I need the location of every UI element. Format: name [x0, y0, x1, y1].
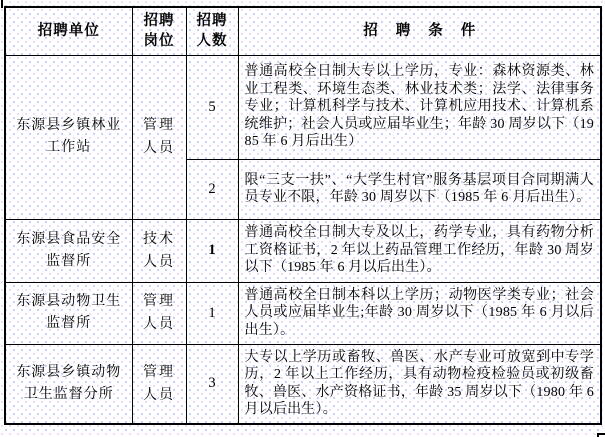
unit-cell-food-safety: 东源县食品安全监督所	[5, 219, 132, 282]
condition-cell-forestry-1: 普通高校全日制大专以上学历，专业：森林资源类、林业工程类、环境生态类、林业技术类；法学、法律事务专业；计算机科学与技术、计算机应用技术、计算机系统维护；社会人员或应届毕业生；年龄 30 周岁以下（1985 年 6 月后出生）	[238, 55, 601, 159]
scan-artifact-line	[1, 0, 3, 8]
condition-cell-animal-health: 普通高校全日制本科以上学历；动物医学类专业；社会人员或应届毕业生;年龄 30 周岁以下（1985 年 6 月以后出生）。	[238, 282, 601, 344]
count-cell-food-safety: 1	[186, 219, 238, 282]
header-row	[5, 7, 601, 55]
table-row	[5, 219, 601, 282]
header-position: 招聘岗位	[132, 7, 186, 55]
header-count: 招聘人数	[186, 7, 238, 55]
condition-cell-township-animal-health: 大专以上学历或畜牧、兽医、水产专业可放宽到中专学历，2 年以上工作经历，具有动物检疫检验员或初级畜牧、兽医、水产资格证书，年龄 35 周岁以下（1980 年 6 月以后出生）。	[238, 344, 601, 424]
condition-cell-food-safety: 普通高校全日制大专及以上，药学专业，具有药物分析工资格证书，2 年以上药品管理工作经历，年龄 30 周岁以下（1985 年 6 月以后出生）。	[238, 219, 601, 282]
scan-artifact-corner	[597, 433, 605, 437]
position-cell-food-safety: 技术人员	[132, 219, 186, 282]
unit-cell-animal-health: 东源县动物卫生监督所	[5, 282, 132, 344]
recruitment-table	[4, 6, 602, 425]
position-cell-township-animal-health: 管理人员	[132, 344, 186, 424]
table-row	[5, 55, 601, 159]
count-cell-forestry-2: 2	[186, 159, 238, 219]
header-unit: 招聘单位	[5, 7, 132, 55]
position-cell-forestry: 管理人员	[132, 55, 186, 219]
condition-cell-forestry-2: 限“三支一扶”、“大学生村官”服务基层项目合同期满人员专业不限，年龄 30 周岁以下（1985 年 6 月后出生）。	[238, 159, 601, 219]
position-cell-animal-health: 管理人员	[132, 282, 186, 344]
count-cell-township-animal-health: 3	[186, 344, 238, 424]
count-cell-forestry-1: 5	[186, 55, 238, 159]
count-cell-animal-health: 1	[186, 282, 238, 344]
table-row	[5, 344, 601, 424]
unit-cell-forestry: 东源县乡镇林业工作站	[5, 55, 132, 219]
unit-cell-township-animal-health: 东源县乡镇动物卫生监督分所	[5, 344, 132, 424]
header-conditions-label: 招聘条件	[363, 23, 494, 40]
header-conditions	[238, 7, 601, 55]
table-row	[5, 282, 601, 344]
